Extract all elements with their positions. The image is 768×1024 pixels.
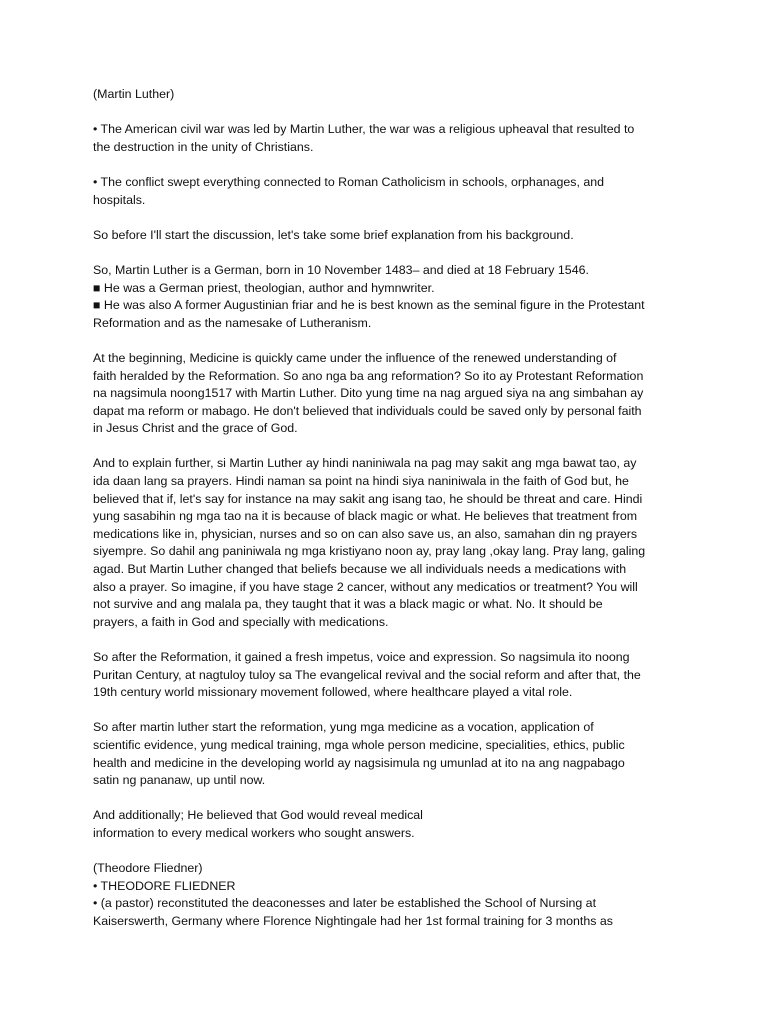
fliedner-pastor: • (a pastor) reconstituted the deaconesses and later be established the School of Nursing at Kaiserswerth, Germany where Florence Nightingale had her 1st formal training for 3 months as [93, 896, 613, 928]
background-section [93, 262, 683, 332]
background-role: ■ He was a German priest, theologian, author and hymnwriter. [93, 280, 435, 295]
bullet-conflict: • The conflict swept everything connected to Roman Catholicism in schools, orphanages, and hospitals. [93, 174, 605, 207]
background-friar: ■ He was also A former Augustinian friar and he is best known as the seminal figure in the Protestant Reformation and as the namesake of Lutheranism. [93, 298, 645, 330]
document-body [93, 86, 683, 948]
paragraph-explain: And to explain further, si Martin Luther ay hindi naniniwala na pag may sakit ang mga bawat tao, ay ida daan lang sa prayers. Hindi naman sa point na hindi siya naniniwala in the faith of God but, he believed that if, let's say for instance na may sakit ang isang tao, he should be threat and care. Hindi yung sasabihin ng mga tao na it is because of black magic or what. He believes that treatment from medications like in, physician, nurses and so on can also save us, an also, samahan din ng prayers siyempre. So dahil ang paniniwala ng mga kristiyano noon ay, pray lang ,okay lang. Pray lang, galing agad. But Martin Luther changed that beliefs because we all individuals needs a medications with also a prayer. So imagine, if you have stage 2 cancer, without any medicatios or treatment? You will not survive and ang malala pa, they taught that it was a black magic or what. No. It should be prayers, a faith in God and specially with medications. [93, 456, 646, 629]
paragraph-vocation: So after martin luther start the reformation, yung mga medicine as a vocation, application of scientific evidence, yung medical training, mga whole person medicine, specialities, ethics, public health and medicine in the developing world ay nagsisimula ng umunlad at ito na ang nagpabago satin ng pananaw, up until now. [93, 720, 625, 788]
intro-paragraph: So before I'll start the discussion, let's take some brief explanation from his background. [93, 227, 574, 242]
background-born: So, Martin Luther is a German, born in 10 November 1483– and died at 18 February 1546. [93, 262, 589, 277]
bullet-civil-war: • The American civil war was led by Martin Luther, the war was a religious upheaval that resulted to the destruction in the unity of Christians. [93, 122, 635, 154]
heading-fliedner: (Theodore Fliedner) [93, 861, 203, 876]
fliedner-name: • THEODORE FLIEDNER [93, 878, 236, 893]
heading-martin-luther: (Martin Luther) [93, 87, 175, 101]
fliedner-section [93, 860, 683, 930]
paragraph-impetus: So after the Reformation, it gained a fresh impetus, voice and expression. So nagsimula ito noong Puritan Century, at nagtuloy tuloy sa The evangelical revival and the social reform and after that, the 19th century world missionary movement followed, where healthcare played a vital role. [93, 650, 641, 700]
paragraph-medicine: At the beginning, Medicine is quickly came under the influence of the renewed understanding of faith heralded by the Reformation. So ano nga ba ang reformation? So ito ay Protestant Reformation na nagsimula noong1517 with Martin Luther. Dito yung time na nag argued siya na ang simbahan ay dapat ma reform or mabago. He don't believed that individuals could be saved only by personal faith in Jesus Christ and the grace of God. [93, 350, 644, 436]
paragraph-additional: And additionally; He believed that God would reveal medical information to every medical workers who sought answers. [93, 808, 423, 840]
